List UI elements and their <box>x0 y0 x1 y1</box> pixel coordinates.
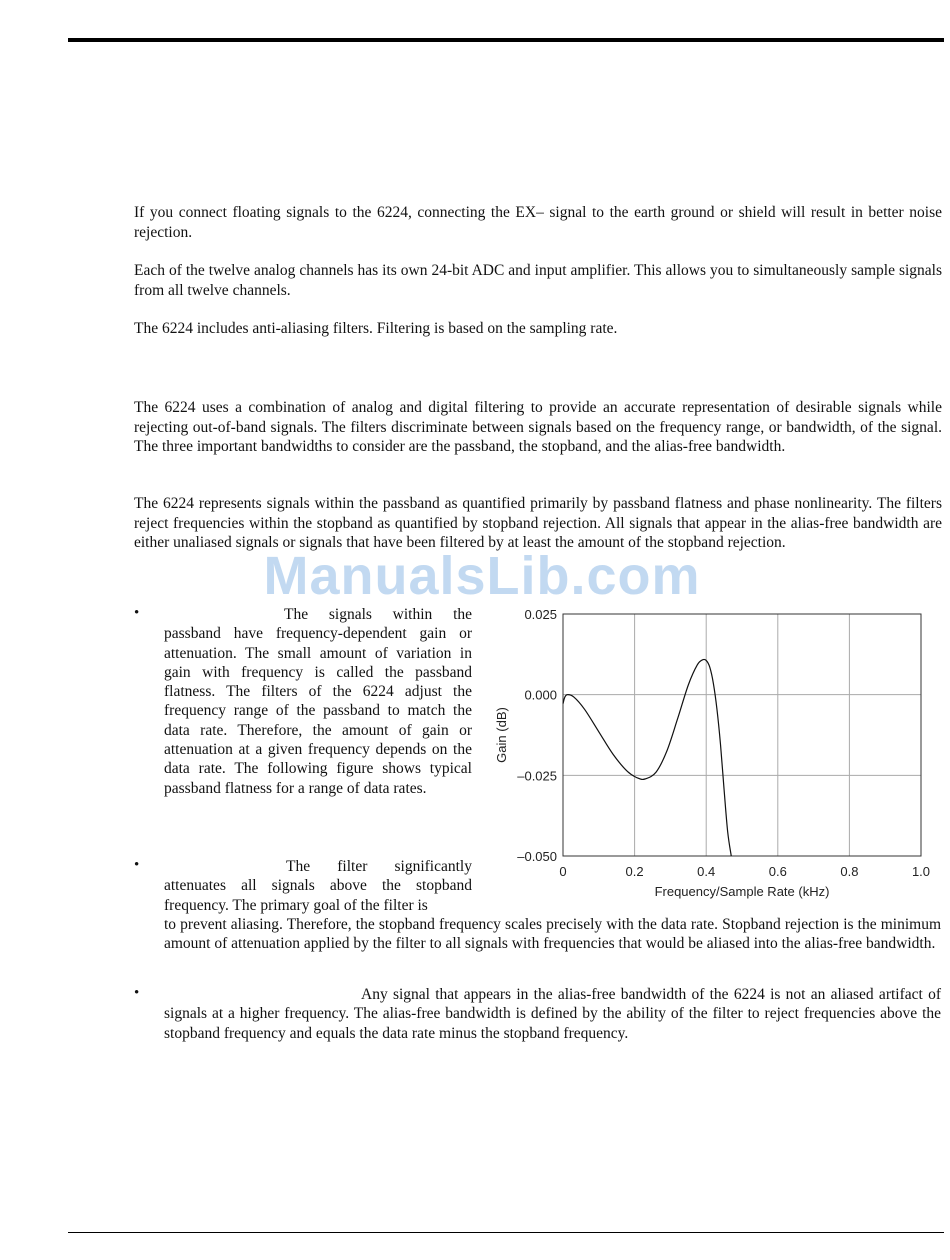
watermark: ManualsLib.com <box>263 546 701 606</box>
bullet-stopband-text-continued: to prevent aliasing. Therefore, the stopband frequency scales precisely with the data rate. Stopband rejection is the minimum amount of attenuation applied by the filter to all signals with frequencies that would be aliased into the alias-free bandwidth. <box>164 916 941 953</box>
x-tick-label: 0.8 <box>840 864 859 879</box>
paragraph-anti-aliasing: The 6224 includes anti-aliasing filters. Filtering is based on the sampling rate. <box>134 320 618 337</box>
y-tick-label: –0.025 <box>517 768 557 784</box>
x-tick-label: 0 <box>559 864 567 879</box>
x-axis-ticks <box>559 864 930 879</box>
x-tick-label: 1.0 <box>911 864 931 879</box>
bullet-passband-text: The signals within the passband have frequency-dependent gain or attenuation. The small amount of variation in gain with frequency is called the passband flatness. The filters of the 6224 adjust the frequency range of the passband to match the data rate. Therefore, the amount of gain or attenuation at a given frequency depends on the data rate. The following figure shows typical passband flatness for a range of data rates. <box>164 606 472 797</box>
passband-flatness-chart <box>490 600 940 905</box>
footer-rule <box>68 1232 944 1233</box>
paragraph-filtering-overview: The 6224 uses a combination of analog and digital filtering to provide an accurate representation of desirable signals while rejecting out-of-band signals. The filters discriminate between signals based on the frequency range, or bandwidth, of the signal. The three important bandwidths to consider are the passband, the stopband, and the alias-free bandwidth. <box>134 399 942 455</box>
paragraph-analog-channels: Each of the twelve analog channels has its own 24-bit ADC and input amplifier. This allows you to simultaneously sample signals from all twelve channels. <box>134 262 942 299</box>
x-tick-label: 0.2 <box>625 864 644 879</box>
bullet-marker: • <box>134 605 140 621</box>
y-axis-ticks <box>517 607 557 864</box>
chart-grid <box>563 614 921 856</box>
x-tick-label: 0.4 <box>697 864 716 879</box>
x-tick-label: 0.6 <box>768 864 787 879</box>
bullet-marker: • <box>134 857 140 873</box>
header-rule <box>68 38 944 42</box>
x-axis-label: Frequency/Sample Rate (kHz) <box>654 884 830 899</box>
y-tick-label: 0.025 <box>524 607 557 622</box>
plot-frame <box>563 614 921 856</box>
paragraph-floating-signals: If you connect floating signals to the 6224, connecting the EX– signal to the earth ground or shield will result in better noise rejection. <box>134 204 942 241</box>
bullet-marker: • <box>134 985 140 1001</box>
bullet-alias-free-text: Any signal that appears in the alias-free bandwidth of the 6224 is not an aliased artifact of signals at a higher frequency. The alias-free bandwidth is defined by the ability of the filter to reject frequencies above the stopband frequency and equals the data rate minus the stopband frequency. <box>164 986 941 1042</box>
y-tick-label: 0.000 <box>524 687 557 703</box>
y-tick-label: –0.050 <box>517 849 557 864</box>
paragraph-passband-stopband: The 6224 represents signals within the passband as quantified primarily by passband flatness and phase nonlinearity. The filters reject frequencies within the stopband as quantified by stopband rejection. All signals that appear in the alias-free bandwidth are either unaliased signals or signals that have been filtered by at least the amount of the stopband rejection. <box>134 495 942 551</box>
y-axis-label: Gain (dB) <box>494 707 509 763</box>
bullet-stopband-text: The filter significantly attenuates all signals above the stopband frequency. The primary goal of the filter is <box>164 858 472 914</box>
